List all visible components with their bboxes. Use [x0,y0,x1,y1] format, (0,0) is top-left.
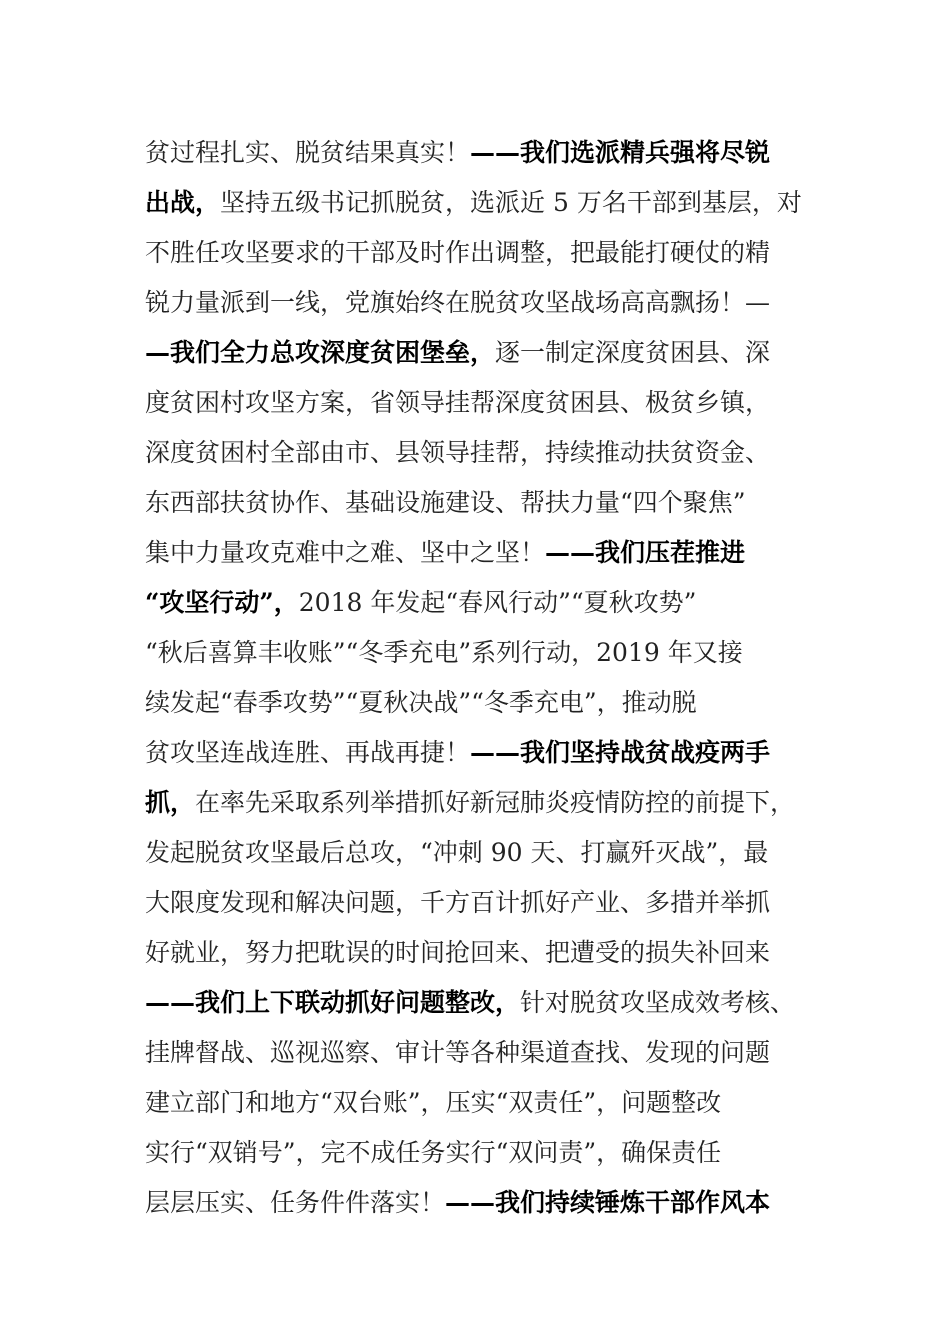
text-line [145,178,835,228]
text-line [145,978,835,1028]
text-segment: 贫攻坚连战连胜、再战再捷！ [145,738,471,767]
text-line [145,1128,835,1178]
text-segment: 不胜任攻坚要求的干部及时作出调整，把最能打硬仗的精 [145,238,771,267]
text-segment: 续发起“春季攻势”“夏秋决战”“冬季充电”，推动脱 [145,688,697,717]
text-segment: 深度贫困村全部由市、县领导挂帮，持续推动扶贫资金、 [145,438,771,467]
bold-text-segment: ——我们持续锤炼干部作风本 [445,1188,771,1217]
text-segment: 集中力量攻克难中之难、坚中之坚！ [145,538,546,567]
text-segment: 建立部门和地方“双台账”，压实“双责任”，问题整改 [145,1088,722,1117]
text-segment: 逐一制定深度贫困县、深 [495,338,771,367]
bold-text-segment: ——我们坚持战贫战疫两手 [470,738,771,767]
text-segment: 挂牌督战、巡视巡察、审计等各种渠道查找、发现的问题 [145,1038,771,1067]
text-segment: 实行“双销号”，完不成任务实行“双问责”，确保责任 [145,1138,722,1167]
text-segment: “秋后喜算丰收账”“冬季充电”系列行动，2019 年又接 [145,638,743,667]
text-segment: 大限度发现和解决问题，千方百计抓好产业、多措并举抓 [145,888,771,917]
text-line [145,628,835,678]
text-segment: 2018 年发起“春风行动”“夏秋攻势” [298,588,697,617]
text-line [145,328,835,378]
text-line [145,1078,835,1128]
text-segment: 好就业，努力把耽误的时间抢回来、把遭受的损失补回来 [145,938,771,967]
bold-text-segment: ——我们压茬推进 [545,538,746,567]
text-line [145,228,835,278]
text-line [145,728,835,778]
text-line [145,828,835,878]
text-line [145,478,835,528]
text-line [145,1178,835,1228]
bold-text-segment: ——我们选派精兵强将尽锐 [470,138,771,167]
bold-text-segment: —我们全力总攻深度贫困堡垒， [145,338,496,367]
text-line [145,528,835,578]
text-line [145,278,835,328]
text-line [145,378,835,428]
text-line [145,428,835,478]
text-line [145,878,835,928]
text-line [145,678,835,728]
text-segment: 在率先采取系列举措抓好新冠肺炎疫情防控的前提下， [195,788,796,817]
text-segment: 东西部扶贫协作、基础设施建设、帮扶力量“四个聚焦” [145,488,746,517]
text-segment: 锐力量派到一线，党旗始终在脱贫攻坚战场高高飘扬！— [145,288,771,317]
text-segment: 贫过程扎实、脱贫结果真实！ [145,138,471,167]
body-paragraph [145,128,835,1228]
text-line [145,778,835,828]
text-segment: 发起脱贫攻坚最后总攻，“冲刺 90 天、打赢歼灭战”，最 [145,838,769,867]
text-segment: 针对脱贫攻坚成效考核、 [520,988,796,1017]
bold-text-segment: “攻坚行动”， [145,588,299,617]
bold-text-segment: 出战， [145,188,221,217]
bold-text-segment: 抓， [145,788,196,817]
text-line [145,1028,835,1078]
text-segment: 层层压实、任务件件落实！ [145,1188,446,1217]
text-segment: 度贫困村攻坚方案，省领导挂帮深度贫困县、极贫乡镇， [145,388,771,417]
bold-text-segment: ——我们上下联动抓好问题整改， [145,988,521,1017]
text-line [145,128,835,178]
text-segment: 坚持五级书记抓脱贫，选派近 5 万名干部到基层，对 [220,188,802,217]
text-line [145,578,835,628]
text-line [145,928,835,978]
